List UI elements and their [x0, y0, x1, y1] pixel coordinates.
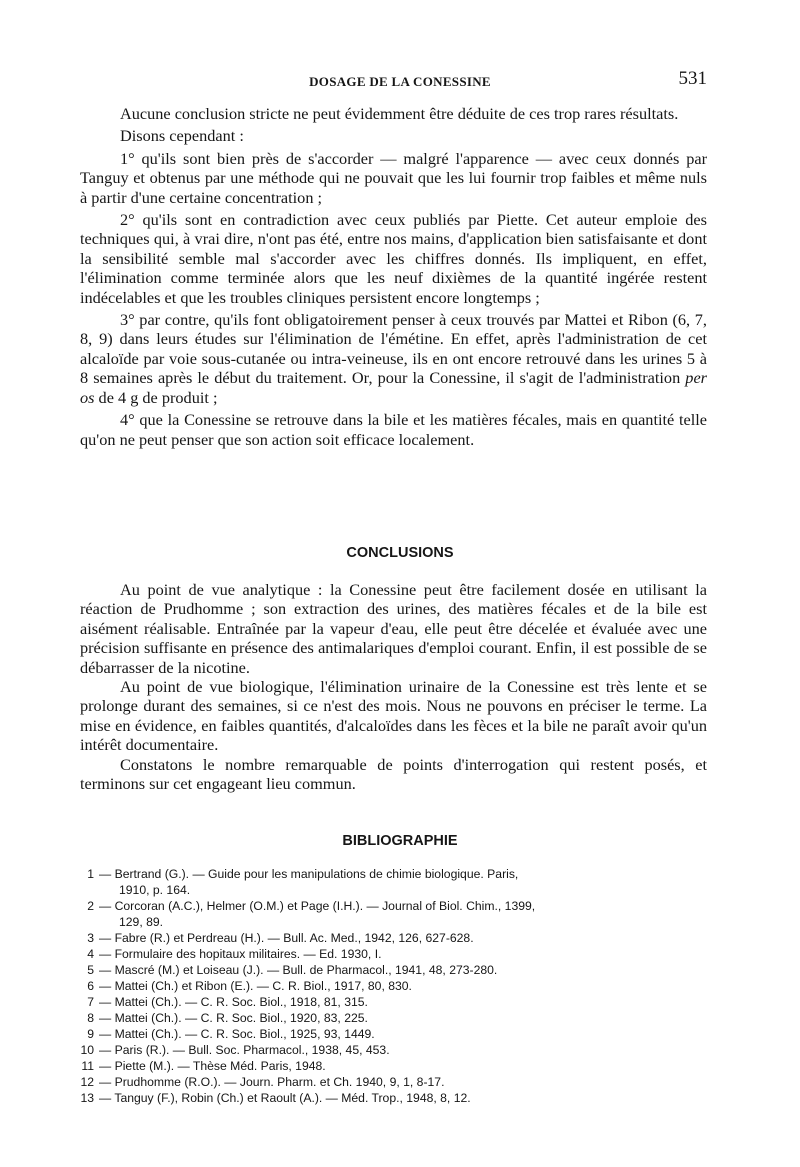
- bibliography-entry: [72, 866, 722, 898]
- entry-number: 6: [87, 979, 94, 993]
- entry-number: 1: [87, 867, 94, 881]
- entry-text: — Piette (M.). — Thèse Méd. Paris, 1948.: [99, 1059, 326, 1073]
- page-number: 531: [678, 68, 707, 89]
- entry-number: 3: [87, 931, 94, 945]
- entry-text-continued: 129, 89.: [119, 915, 164, 929]
- entry-text-continued: 1910, p. 164.: [119, 883, 191, 897]
- bibliography-entry: [72, 994, 722, 1010]
- bibliography-entry: [72, 1058, 722, 1074]
- entry-text: — Paris (R.). — Bull. Soc. Pharmacol., 1938, 45, 453.: [99, 1043, 390, 1057]
- bibliography-entry: [72, 1042, 722, 1058]
- entry-number: 2: [87, 899, 94, 913]
- bibliography-entry: [72, 898, 722, 930]
- bibliography-entry: [72, 1010, 722, 1026]
- conclusions-text: [80, 580, 707, 793]
- entry-text: — Corcoran (A.C.), Helmer (O.M.) et Page (I.H.). — Journal of Biol. Chim., 1399,: [99, 899, 536, 913]
- entry-text: — Mattei (Ch.). — C. R. Soc. Biol., 1920, 83, 225.: [99, 1011, 368, 1025]
- bibliography-entry: [72, 1026, 722, 1042]
- entry-text: — Fabre (R.) et Perdreau (H.). — Bull. Ac. Med., 1942, 126, 627-628.: [99, 931, 474, 945]
- entry-text: — Prudhomme (R.O.). — Journ. Pharm. et Ch. 1940, 9, 1, 8-17.: [99, 1075, 445, 1089]
- entry-text: — Mattei (Ch.) et Ribon (E.). — C. R. Biol., 1917, 80, 830.: [99, 979, 412, 993]
- conclusions-paragraph-1: Au point de vue analytique : la Conessine peut être facilement dosée en utilisant la réaction de Prudhomme ; son extraction des urines, des matières fécales et de la bile est aisément réalisable. Entraînée par la vapeur d'eau, elle peut être décelée et évaluée avec une précision suffisante en présence des antimalariques d'emploi courant. Enfin, il est possible de se débarrasser de la nicotine.: [80, 580, 707, 677]
- entry-text: — Mattei (Ch.). — C. R. Soc. Biol., 1925, 93, 1449.: [99, 1027, 375, 1041]
- conclusions-heading: CONCLUSIONS: [346, 545, 454, 561]
- entry-number: 11: [81, 1059, 94, 1073]
- list-item-2: 2° qu'ils sont en contradiction avec ceux publiés par Piette. Cet auteur emploie des techniques qui, à vrai dire, n'ont pas été, entre nos mains, d'application bien satisfaisante et dont la sensibilité semble mal s'accorder avec les chiffres donnés. Ils impliquent, en effet, l'élimination comme terminée alors que les neuf dixièmes de la quantité ingérée restent indécelables et que les troubles cliniques persistent encore longtemps ;: [80, 210, 707, 307]
- body-text: [80, 104, 707, 452]
- entry-text: — Mattei (Ch.). — C. R. Soc. Biol., 1918, 81, 315.: [99, 995, 368, 1009]
- list-item-3-italic: per os: [80, 368, 707, 407]
- entry-text: — Tanguy (F.), Robin (Ch.) et Raoult (A.). — Méd. Trop., 1948, 8, 12.: [99, 1091, 471, 1105]
- entry-number: 7: [87, 995, 94, 1009]
- bibliography-entry: [72, 1074, 722, 1090]
- entry-number: 8: [87, 1011, 94, 1025]
- entry-number: 9: [87, 1027, 94, 1041]
- running-title: DOSAGE DE LA CONESSINE: [309, 74, 491, 89]
- running-head: [0, 68, 800, 96]
- bibliography-entry: [72, 930, 722, 946]
- list-item-4: 4° que la Conessine se retrouve dans la bile et les matières fécales, mais en quantité telle qu'on ne peut penser que son action soit efficace localement.: [80, 410, 707, 449]
- paragraph-2: Disons cependant :: [120, 126, 244, 146]
- bibliography-heading: BIBLIOGRAPHIE: [342, 833, 458, 849]
- list-item-3: [80, 310, 707, 407]
- entry-text: — Mascré (M.) et Loiseau (J.). — Bull. de Pharmacol., 1941, 48, 273-280.: [99, 963, 498, 977]
- entry-number: 13: [80, 1091, 94, 1105]
- paragraph-1: Aucune conclusion stricte ne peut évidemment être déduite de ces trop rares résultats.: [120, 104, 679, 123]
- bibliography-entry: [72, 1090, 722, 1106]
- bibliography-entry: [72, 978, 722, 994]
- entry-text: — Bertrand (G.). — Guide pour les manipulations de chimie biologique. Paris,: [99, 867, 519, 881]
- entry-number: 12: [80, 1075, 94, 1089]
- bibliography-list: [72, 866, 722, 1106]
- entry-text: — Formulaire des hopitaux militaires. — Ed. 1930, I.: [99, 947, 382, 961]
- entry-number: 5: [87, 963, 94, 977]
- bibliography-entry: [72, 962, 722, 978]
- conclusions-paragraph-3: Constatons le nombre remarquable de points d'interrogation qui restent posés, et terminons sur cet engageant lieu commun.: [80, 754, 707, 794]
- list-item-1: 1° qu'ils sont bien près de s'accorder — malgré l'apparence — avec ceux donnés par Tanguy et obtenus par une méthode qui ne pouvait que les lui fournir trop faibles et même nuls à partir d'une certaine concentration ;: [80, 148, 707, 207]
- entry-number: 10: [80, 1043, 94, 1057]
- list-item-3-text-a: 3° par contre, qu'ils font obligatoirement penser à ceux trouvés par Mattei et Ribon (6, 7, 8, 9) dans leurs études sur l'élimination de l'émétine. En effet, après l'administration de cet alcaloïde par voie sous-cutanée ou intra-veineuse, ils en ont encore retrouvé dans les urines 5 à 8 semaines après le début du traitement. Or, pour la Conessine, il s'agit de l'administration: [80, 310, 707, 388]
- entry-number: 4: [87, 947, 94, 961]
- conclusions-paragraph-2: Au point de vue biologique, l'élimination urinaire de la Conessine est très lente et se prolonge durant des semaines, si ce n'est des mois. Nous ne pouvons en préciser le terme. La mise en évidence, en faibles quantités, d'alcaloïdes dans les fèces et la bile ne paraît avoir qu'un intérêt documentaire.: [80, 677, 707, 755]
- list-item-3-text-b: de 4 g de produit ;: [94, 387, 218, 407]
- bibliography-entry: [72, 946, 722, 962]
